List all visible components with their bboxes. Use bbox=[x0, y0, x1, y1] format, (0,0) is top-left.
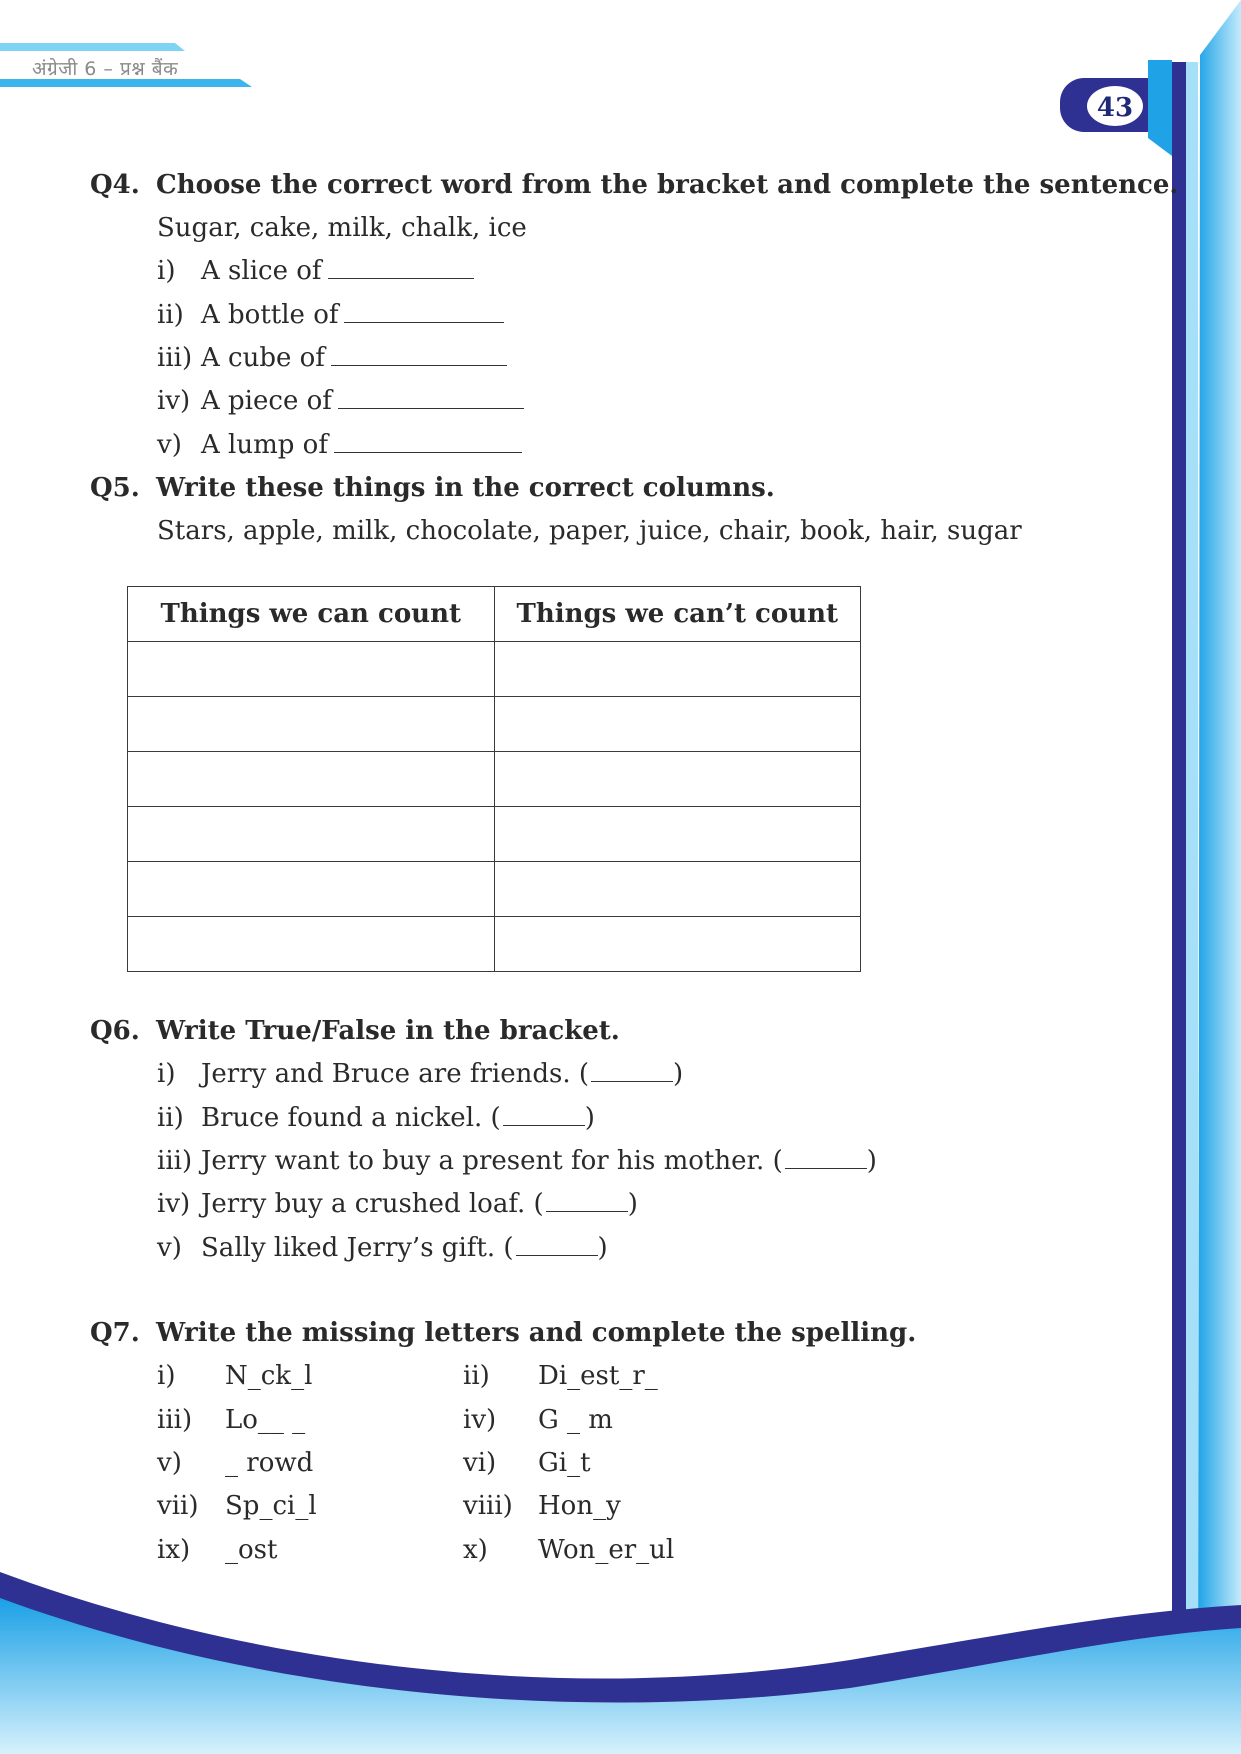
q6-item bbox=[157, 1189, 638, 1219]
column-header-countable: Things we can count bbox=[128, 587, 495, 642]
q4-item-number: ii) bbox=[157, 300, 184, 330]
spelling-word: Gi_t bbox=[538, 1448, 591, 1478]
right-side-bar bbox=[1198, 0, 1241, 1754]
spelling-word: Hon_y bbox=[538, 1491, 621, 1521]
spelling-number: ix) bbox=[157, 1535, 191, 1565]
q7-heading bbox=[90, 1318, 916, 1348]
page-tab-ribbon bbox=[1148, 60, 1172, 156]
answer-cell[interactable] bbox=[128, 807, 495, 862]
q4-item-number: iii) bbox=[157, 343, 193, 373]
spelling-word: Di_est_r_ bbox=[538, 1361, 658, 1391]
q7-prompt: Write the missing letters and complete the spelling. bbox=[156, 1318, 917, 1348]
q4-number: Q4. bbox=[90, 170, 140, 200]
header-stripe-top bbox=[0, 43, 185, 51]
q6-item-number: ii) bbox=[157, 1103, 184, 1133]
answer-cell[interactable] bbox=[494, 807, 861, 862]
q5-word-list: Stars, apple, milk, chocolate, paper, juice, chair, book, hair, sugar bbox=[157, 516, 1022, 546]
spelling-number: viii) bbox=[463, 1491, 513, 1521]
book-title: अंग्रेजी 6 – प्रश्न बैंक bbox=[32, 58, 179, 80]
spelling-item bbox=[157, 1535, 277, 1565]
spelling-number: i) bbox=[157, 1361, 176, 1391]
table-row bbox=[128, 917, 861, 972]
spelling-item bbox=[463, 1491, 621, 1521]
q4-item-number: iv) bbox=[157, 386, 191, 416]
q5-heading bbox=[90, 473, 775, 503]
q4-word-list: Sugar, cake, milk, chalk, ice bbox=[157, 213, 527, 243]
table-row bbox=[128, 807, 861, 862]
q6-item bbox=[157, 1103, 595, 1133]
q6-item-text: Bruce found a nickel. ( bbox=[201, 1103, 501, 1133]
answer-cell[interactable] bbox=[494, 752, 861, 807]
spelling-word: Won_er_ul bbox=[538, 1535, 675, 1565]
table-row bbox=[128, 752, 861, 807]
close-bracket: ) bbox=[627, 1189, 638, 1219]
q6-item-number: iii) bbox=[157, 1146, 193, 1176]
page-number: 43 bbox=[1096, 93, 1134, 123]
spelling-number: vii) bbox=[157, 1491, 199, 1521]
q4-item-text: A bottle of bbox=[201, 300, 339, 330]
spelling-item bbox=[463, 1535, 674, 1565]
q5-number: Q5. bbox=[90, 473, 140, 503]
q4-item bbox=[157, 430, 522, 460]
answer-cell[interactable] bbox=[494, 697, 861, 752]
table-header-row bbox=[128, 587, 861, 642]
answer-blank[interactable] bbox=[344, 300, 504, 323]
answer-cell[interactable] bbox=[128, 697, 495, 752]
q4-item-number: i) bbox=[157, 256, 176, 286]
q6-number: Q6. bbox=[90, 1016, 140, 1046]
spelling-number: iv) bbox=[463, 1405, 497, 1435]
table-row bbox=[128, 642, 861, 697]
spelling-number: ii) bbox=[463, 1361, 490, 1391]
right-side-line bbox=[1172, 62, 1186, 1622]
spelling-word: Sp_ci_l bbox=[225, 1491, 317, 1521]
q6-item-number: i) bbox=[157, 1059, 176, 1089]
spelling-word: _ost bbox=[225, 1535, 278, 1565]
answer-blank[interactable] bbox=[516, 1233, 598, 1256]
spelling-number: x) bbox=[463, 1535, 488, 1565]
q4-item bbox=[157, 300, 504, 330]
answer-cell[interactable] bbox=[128, 752, 495, 807]
q6-prompt: Write True/False in the bracket. bbox=[156, 1016, 620, 1046]
q4-heading bbox=[90, 170, 1178, 200]
table-row bbox=[128, 697, 861, 752]
answer-blank[interactable] bbox=[785, 1146, 867, 1169]
answer-cell[interactable] bbox=[128, 917, 495, 972]
q4-item-text: A lump of bbox=[201, 430, 328, 460]
q6-item-text: Jerry buy a crushed loaf. ( bbox=[201, 1189, 544, 1219]
answer-cell[interactable] bbox=[494, 642, 861, 697]
q4-prompt: Choose the correct word from the bracket and complete the sentence. bbox=[156, 170, 1179, 200]
q7-number: Q7. bbox=[90, 1318, 140, 1348]
answer-blank[interactable] bbox=[591, 1059, 673, 1082]
answer-cell[interactable] bbox=[128, 862, 495, 917]
answer-blank[interactable] bbox=[546, 1189, 628, 1212]
q4-item-text: A cube of bbox=[201, 343, 325, 373]
answer-blank[interactable] bbox=[338, 386, 524, 409]
answer-cell[interactable] bbox=[128, 642, 495, 697]
spelling-item bbox=[157, 1405, 305, 1435]
answer-cell[interactable] bbox=[494, 862, 861, 917]
spelling-item bbox=[157, 1448, 313, 1478]
q6-item bbox=[157, 1059, 683, 1089]
spelling-number: vi) bbox=[463, 1448, 497, 1478]
q6-item-text: Jerry want to buy a present for his mother. ( bbox=[201, 1146, 783, 1176]
q6-item-text: Jerry and Bruce are friends. ( bbox=[201, 1059, 590, 1089]
close-bracket: ) bbox=[866, 1146, 877, 1176]
column-header-uncountable: Things we can’t count bbox=[494, 587, 861, 642]
q6-item-text: Sally liked Jerry’s gift. ( bbox=[201, 1233, 514, 1263]
close-bracket: ) bbox=[584, 1103, 595, 1133]
answer-blank[interactable] bbox=[503, 1103, 585, 1126]
answer-blank[interactable] bbox=[334, 430, 522, 453]
spelling-number: v) bbox=[157, 1448, 182, 1478]
q6-item bbox=[157, 1233, 608, 1263]
count-columns-table bbox=[127, 586, 861, 972]
q6-item-number: v) bbox=[157, 1233, 182, 1263]
spelling-word: N_ck_l bbox=[225, 1361, 313, 1391]
q6-heading bbox=[90, 1016, 620, 1046]
answer-cell[interactable] bbox=[494, 917, 861, 972]
q5-prompt: Write these things in the correct columns. bbox=[156, 473, 775, 503]
table-row bbox=[128, 862, 861, 917]
q4-item bbox=[157, 343, 507, 373]
close-bracket: ) bbox=[597, 1233, 608, 1263]
q6-item-number: iv) bbox=[157, 1189, 191, 1219]
answer-blank[interactable] bbox=[331, 343, 507, 366]
spelling-word: _ rowd bbox=[225, 1448, 314, 1478]
spelling-number: iii) bbox=[157, 1405, 193, 1435]
q4-item bbox=[157, 386, 524, 416]
spelling-item bbox=[157, 1361, 312, 1391]
q4-item bbox=[157, 256, 474, 286]
spelling-item bbox=[463, 1361, 658, 1391]
spelling-item bbox=[463, 1448, 591, 1478]
q4-item-text: A slice of bbox=[201, 256, 322, 286]
q4-item-number: v) bbox=[157, 430, 182, 460]
spelling-item bbox=[157, 1491, 317, 1521]
spelling-word: G _ m bbox=[538, 1405, 613, 1435]
q6-item bbox=[157, 1146, 877, 1176]
spelling-word: Lo__ _ bbox=[225, 1405, 306, 1435]
spelling-item bbox=[463, 1405, 613, 1435]
q4-item-text: A piece of bbox=[201, 386, 332, 416]
answer-blank[interactable] bbox=[328, 256, 474, 279]
bottom-wave bbox=[0, 1598, 1241, 1754]
close-bracket: ) bbox=[673, 1059, 684, 1089]
